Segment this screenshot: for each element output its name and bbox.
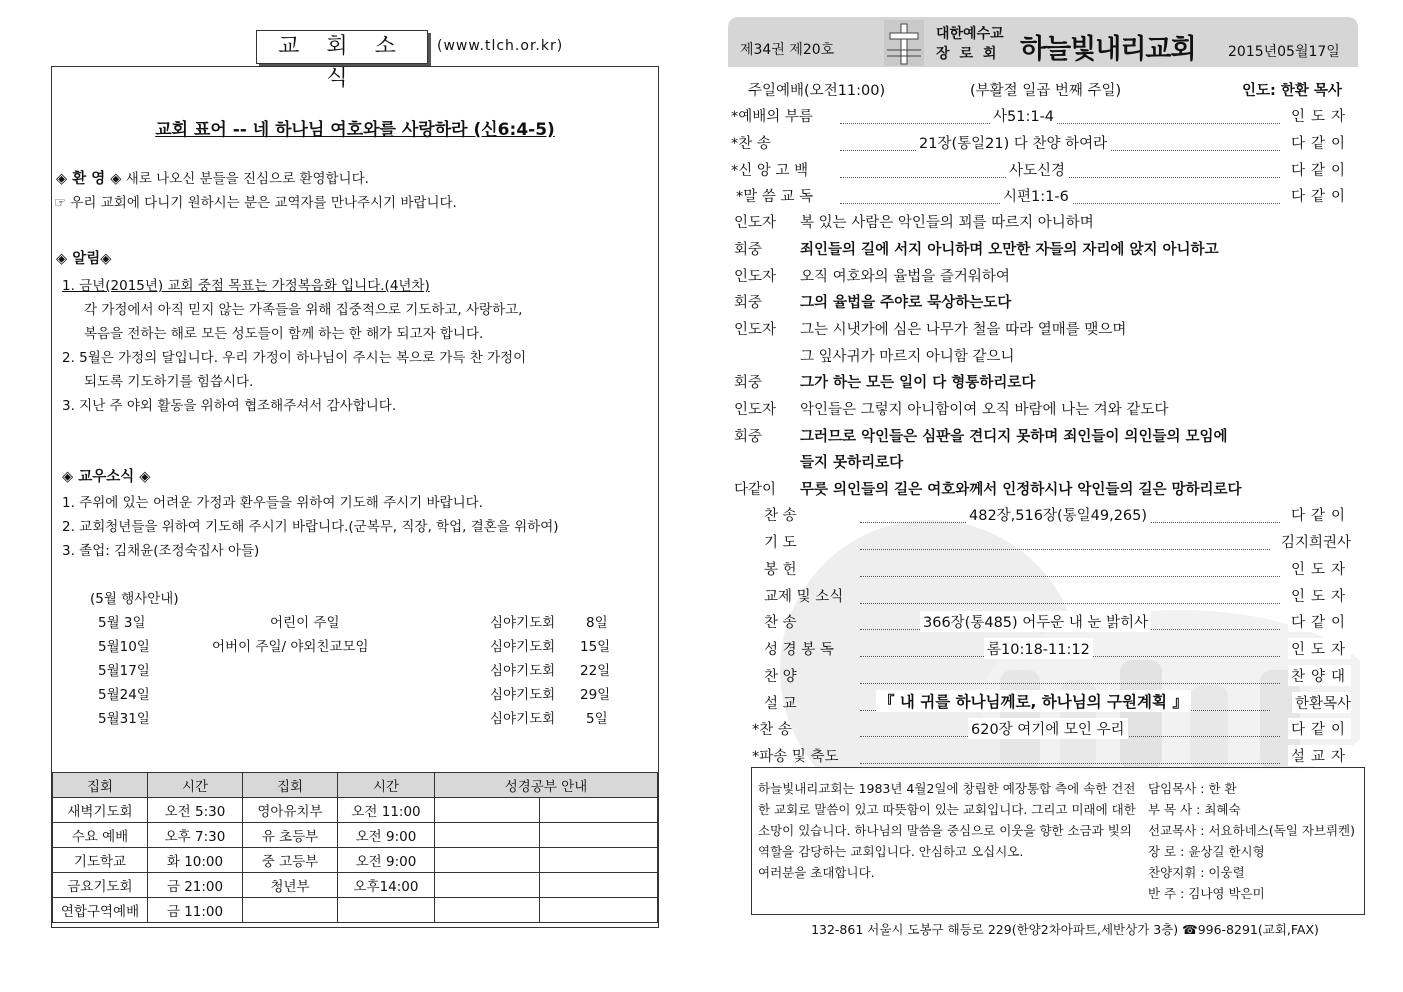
notice-item: 되도록 기도하기를 힘씁시다. (84, 374, 254, 390)
event-date: 5월31일 (98, 711, 150, 727)
leader-dots (860, 603, 1280, 604)
bible-study-cell (435, 848, 540, 873)
volume-number: 제34권 제20호 (740, 42, 835, 58)
table-header: 집회 (243, 773, 338, 798)
church-name: 하늘빛내리교회 (1020, 34, 1196, 65)
order-value: 366장(통485) 어두운 내 눈 밝히사 (920, 611, 1151, 632)
order-label: 설 교 (764, 696, 797, 712)
order-label: 찬 송 (764, 615, 797, 631)
table-row (53, 848, 658, 873)
event-name: 어버이 주일/ 야외친교모임 (212, 639, 369, 655)
bulletin-header (728, 17, 1358, 67)
member-news-item: 2. 교회청년들을 위하여 기도해 주시기 바랍니다.(군복무, 직장, 학업, 결혼을 위하여) (62, 519, 559, 535)
bible-study-cell (540, 898, 658, 923)
staff-item: 찬양지휘 : 이웅렬 (1148, 865, 1245, 880)
table-cell: 화 10:00 (148, 848, 243, 873)
order-who: 다같이 (1288, 185, 1351, 206)
website-url[interactable]: (www.tlch.or.kr) (437, 38, 564, 54)
order-who: 다같이 (1288, 504, 1351, 525)
event-date: 5월 3일 (98, 615, 146, 631)
reading-text: 그러므로 악인들은 심판을 견디지 못하며 죄인들이 의인들의 모임에 (800, 429, 1228, 445)
order-label: 교제 및 소식 (764, 589, 844, 605)
order-who: 인도자 (1288, 105, 1351, 126)
order-label: 봉 헌 (764, 562, 797, 578)
leader-dots (860, 576, 1280, 577)
event-date: 5월17일 (98, 663, 150, 679)
table-row (53, 823, 658, 848)
reading-text: 오직 여호와의 율법을 즐거워하여 (800, 269, 1010, 285)
order-label: *예배의 부름 (731, 109, 813, 125)
reading-role: 회중 (734, 242, 763, 258)
table-cell: 영아유치부 (243, 798, 338, 823)
reading-text: 그가 하는 모든 일이 다 형통하리로다 (800, 375, 1036, 391)
event-day: 29일 (580, 687, 611, 703)
table-cell: 오전 9:00 (338, 848, 435, 873)
order-value: 482장,516장(통일49,265) (966, 504, 1150, 525)
welcome-text: 새로 나오신 분들을 진심으로 환영합니다. (121, 171, 369, 187)
table-cell: 연합구역예배 (53, 898, 148, 923)
leader-dots (860, 549, 1270, 550)
staff-item: 부 목 사 : 최혜숙 (1148, 802, 1241, 817)
staff-item: 선교목사 : 서요하네스(독일 자브뤼켄) (1148, 823, 1356, 838)
bible-study-cell (435, 823, 540, 848)
order-value: 롬10:18-11:12 (984, 638, 1093, 659)
order-who: 김지희권사 (1278, 531, 1351, 552)
order-label: *파송 및 축도 (752, 749, 839, 765)
reading-role: 인도자 (734, 269, 777, 285)
welcome-line (56, 167, 369, 188)
order-who: 찬양대 (1288, 665, 1351, 686)
denomination: 대한예수교 (936, 26, 1004, 42)
table-cell (243, 898, 338, 923)
denomination-sub: 장로회 (936, 46, 1007, 62)
table-row (53, 798, 658, 823)
table-cell: 금요기도회 (53, 873, 148, 898)
order-label: 찬 송 (764, 508, 797, 524)
order-label: *신 앙 고 백 (731, 163, 809, 179)
staff-list (1148, 778, 1355, 904)
reading-role: 회중 (734, 295, 763, 311)
table-row (53, 873, 658, 898)
reading-role: 회중 (734, 429, 763, 445)
welcome-heading: ◈ 환 영 ◈ (56, 171, 122, 187)
bible-study-cell (435, 873, 540, 898)
member-news-heading: ◈ 교우소식 ◈ (62, 469, 151, 485)
bible-study-cell (435, 798, 540, 823)
event-meeting: 심야기도회 (490, 711, 556, 727)
order-label: 찬 양 (764, 669, 797, 685)
welcome-line-2: ☞ 우리 교회에 다니기 원하시는 분은 교역자를 만나주시기 바랍니다. (54, 195, 457, 211)
table-cell: 오전 5:30 (148, 798, 243, 823)
order-value: 사51:1-4 (990, 105, 1057, 126)
reading-role: 다같이 (734, 482, 777, 498)
order-who: 인도자 (1288, 558, 1351, 579)
reading-role: 인도자 (734, 215, 777, 231)
church-invitation: 여러분을 초대합니다. (758, 865, 875, 880)
schedule-table (52, 772, 658, 923)
event-name: 어린이 주일 (270, 615, 340, 631)
table-header: 시간 (338, 773, 435, 798)
notice-item: 복음을 전하는 해로 모든 성도들이 함께 하는 한 해가 되고자 합니다. (84, 326, 484, 342)
table-header: 시간 (148, 773, 243, 798)
service-leader: 인도: 한환 목사 (1242, 83, 1342, 99)
church-info-box (751, 767, 1365, 915)
member-news-item: 1. 주위에 있는 어려운 가정과 환우들을 위하여 기도해 주시기 바랍니다. (62, 495, 483, 511)
leader-dots (840, 123, 1280, 124)
reading-text: 복 있는 사람은 악인들의 꾀를 따르지 아니하며 (800, 215, 1094, 231)
table-header-row (53, 773, 658, 798)
church-intro (758, 778, 1138, 883)
sunday-name: (부활절 일곱 번째 주일) (970, 83, 1122, 99)
table-cell: 오후14:00 (338, 873, 435, 898)
table-cell: 수요 예배 (53, 823, 148, 848)
table-cell: 기도학교 (53, 848, 148, 873)
table-header: 집회 (53, 773, 148, 798)
notice-item: 2. 5월은 가정의 달입니다. 우리 가정이 하나님이 주시는 복으로 가득 찬 가정이 (62, 350, 527, 366)
event-day: 15일 (580, 639, 611, 655)
reading-text: 악인들은 그렇지 아니함이여 오직 바람에 나는 겨와 같도다 (800, 402, 1169, 418)
order-who: 다같이 (1288, 132, 1351, 153)
cross-logo-icon (884, 20, 924, 66)
reading-role: 인도자 (734, 402, 777, 418)
order-value: 620장 여기에 모인 우리 (968, 718, 1128, 739)
table-cell: 오전 11:00 (338, 798, 435, 823)
church-intro-text: 하늘빛내리교회는 1983년 4월2일에 창립한 예장통합 측에 속한 건전한 교회로 말씀이 있고 따뜻함이 있는 교회입니다. 그리고 미래에 대한 소망이 있습니다. 하나님의 말씀을 중심으로 이웃을 향한 소금과 빛의 역할을 감당하는 교회입니다. 안심하고 오십시오. (758, 781, 1136, 859)
service-time: 주일예배(오전11:00) (748, 83, 886, 99)
table-header: 성경공부 안내 (435, 773, 658, 798)
member-news-item: 3. 졸업: 김채윤(조정숙집사 아들) (62, 543, 260, 559)
table-cell: 중 고등부 (243, 848, 338, 873)
bible-study-cell (540, 823, 658, 848)
order-value: 시편1:1-6 (1000, 185, 1072, 206)
event-day: 22일 (580, 663, 611, 679)
event-meeting: 심야기도회 (490, 663, 556, 679)
event-date: 5월24일 (98, 687, 150, 703)
reading-text: 그 잎사귀가 마르지 아니함 같으니 (800, 349, 1015, 365)
news-title: 교 회 소 식 (256, 30, 428, 64)
news-box (51, 66, 659, 928)
bible-study-cell (540, 848, 658, 873)
staff-item: 담임목사 : 한 환 (1148, 781, 1237, 796)
reading-text: 그의 율법을 주야로 묵상하는도다 (800, 295, 1012, 311)
events-title: (5월 행사안내) (90, 591, 179, 607)
order-label: *찬 송 (731, 136, 771, 152)
table-cell (338, 898, 435, 923)
event-meeting: 심야기도회 (490, 639, 556, 655)
leader-dots (860, 683, 1280, 684)
event-day: 5일 (586, 711, 608, 727)
reading-text: 그는 시냇가에 심은 나무가 철을 따라 열매를 맺으며 (800, 322, 1127, 338)
table-cell: 오후 7:30 (148, 823, 243, 848)
bible-study-cell (540, 798, 658, 823)
sermon-title: 『 내 귀를 하나님께로, 하나님의 구원계획 』 (876, 690, 1191, 712)
order-who: 다같이 (1288, 159, 1351, 180)
bible-study-cell (540, 873, 658, 898)
leader-dots (860, 763, 1280, 764)
bible-study-cell (435, 898, 540, 923)
event-date: 5월10일 (98, 639, 150, 655)
order-label: 성 경 봉 독 (764, 642, 834, 658)
table-cell: 금 11:00 (148, 898, 243, 923)
table-cell: 청년부 (243, 873, 338, 898)
reading-text: 죄인들의 길에 서지 아니하며 오만한 자들의 자리에 앉지 아니하고 (800, 242, 1219, 258)
notice-heading: ◈ 알림◈ (56, 251, 112, 267)
table-cell: 금 21:00 (148, 873, 243, 898)
order-label: *찬 송 (752, 722, 792, 738)
church-address: 132-861 서울시 도봉구 해등로 229(한양2차아파트,세반상가 3층) ☎996-8291(교회,FAX) (811, 922, 1319, 937)
order-who: 다같이 (1288, 611, 1351, 632)
order-label: 기 도 (764, 535, 797, 551)
reading-role: 인도자 (734, 322, 777, 338)
staff-item: 반 주 : 김나영 박은미 (1148, 886, 1265, 901)
notice-item: 각 가정에서 아직 믿지 않는 가족들을 위해 집중적으로 기도하고, 사랑하고, (84, 302, 523, 318)
table-cell: 유 초등부 (243, 823, 338, 848)
order-value: 사도신경 (1006, 159, 1068, 180)
event-meeting: 심야기도회 (490, 615, 556, 631)
order-who: 설교자 (1288, 745, 1351, 766)
order-who: 다같이 (1288, 718, 1351, 739)
church-motto: 교회 표어 -- 네 하나님 여호와를 사랑하라 (신6:4-5) (155, 120, 555, 140)
notice-item: 1. 금년(2015년) 교회 중점 목표는 가정복음화 입니다.(4년차) (62, 278, 430, 294)
table-row (53, 898, 658, 923)
reading-text: 들지 못하리로다 (800, 455, 904, 471)
event-meeting: 심야기도회 (490, 687, 556, 703)
order-who: 한환목사 (1292, 692, 1351, 713)
table-cell: 새벽기도회 (53, 798, 148, 823)
order-who: 인도자 (1288, 585, 1351, 606)
event-day: 8일 (586, 615, 608, 631)
table-cell: 오전 9:00 (338, 823, 435, 848)
order-who: 인도자 (1288, 638, 1351, 659)
reading-role: 회중 (734, 375, 763, 391)
notice-item: 3. 지난 주 야외 활동을 위하여 협조해주셔서 감사합니다. (62, 398, 397, 414)
order-value: 21장(통일21) 다 찬양 하여라 (916, 132, 1110, 153)
staff-item: 장 로 : 윤상길 한시형 (1148, 844, 1265, 859)
reading-text: 무릇 의인들의 길은 여호와께서 인정하시나 악인들의 길은 망하리로다 (800, 482, 1242, 498)
bulletin-date: 2015년05월17일 (1228, 44, 1340, 60)
order-label: *말 씀 교 독 (736, 189, 814, 205)
